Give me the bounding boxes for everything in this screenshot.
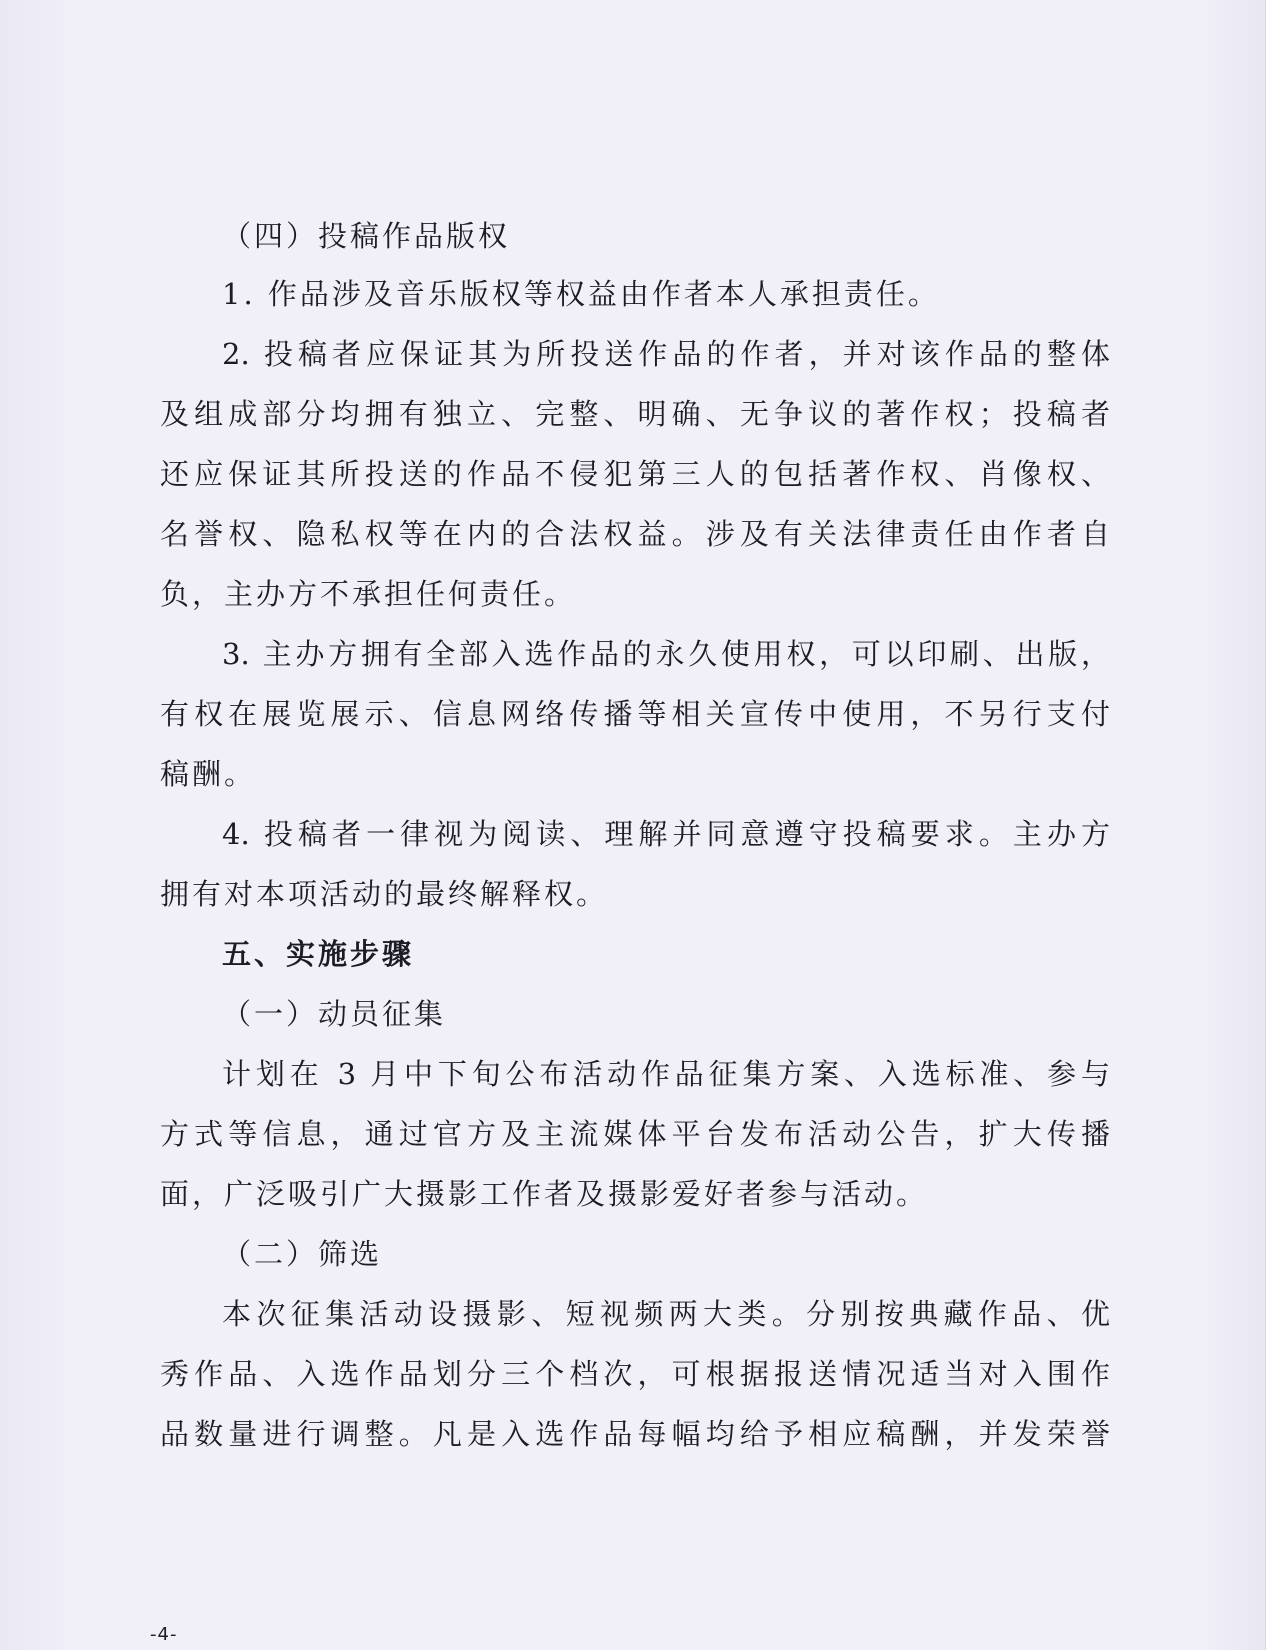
subheading-screening: （二）筛选: [222, 1237, 383, 1271]
paragraph-line: 拥有对本项活动的最终解释权。: [160, 877, 609, 911]
paragraph-line: 方式等信息，通过官方及主流媒体平台发布活动公告，扩大传播: [160, 1117, 1110, 1151]
paragraph-line: 面，广泛吸引广大摄影工作者及摄影爱好者参与活动。: [160, 1177, 929, 1211]
paragraph-line: 计划在 3 月中下旬公布活动作品征集方案、入选标准、参与: [222, 1057, 1110, 1091]
paragraph-line: 2. 投稿者应保证其为所投送作品的作者，并对该作品的整体: [222, 337, 1110, 371]
paragraph-line: 1. 作品涉及音乐版权等权益由作者本人承担责任。: [222, 277, 940, 311]
subheading-mobilize: （一）动员征集: [222, 997, 447, 1031]
paragraph-line: 秀作品、入选作品划分三个档次，可根据报送情况适当对入围作: [160, 1357, 1110, 1391]
paragraph-line: 及组成部分均拥有独立、完整、明确、无争议的著作权；投稿者: [160, 397, 1110, 431]
paragraph-line: 稿酬。: [160, 757, 257, 791]
section-heading: 五、实施步骤: [222, 937, 415, 971]
paragraph-line: 3. 主办方拥有全部入选作品的永久使用权，可以印刷、出版，: [222, 637, 1110, 671]
subheading-copyright: （四）投稿作品版权: [222, 219, 511, 253]
paragraph-line: 负，主办方不承担任何责任。: [160, 577, 577, 611]
paragraph-line: 本次征集活动设摄影、短视频两大类。分别按典藏作品、优: [222, 1297, 1110, 1331]
paragraph-line: 名誉权、隐私权等在内的合法权益。涉及有关法律责任由作者自: [160, 517, 1110, 551]
page-edge: [1265, 0, 1276, 1650]
page-number: -4-: [150, 1624, 178, 1645]
paragraph-line: 还应保证其所投送的作品不侵犯第三人的包括著作权、肖像权、: [160, 457, 1110, 491]
paragraph-line: 品数量进行调整。凡是入选作品每幅均给予相应稿酬，并发荣誉: [160, 1417, 1110, 1451]
paragraph-line: 4. 投稿者一律视为阅读、理解并同意遵守投稿要求。主办方: [222, 817, 1110, 851]
paragraph-line: 有权在展览展示、信息网络传播等相关宣传中使用，不另行支付: [160, 697, 1110, 731]
